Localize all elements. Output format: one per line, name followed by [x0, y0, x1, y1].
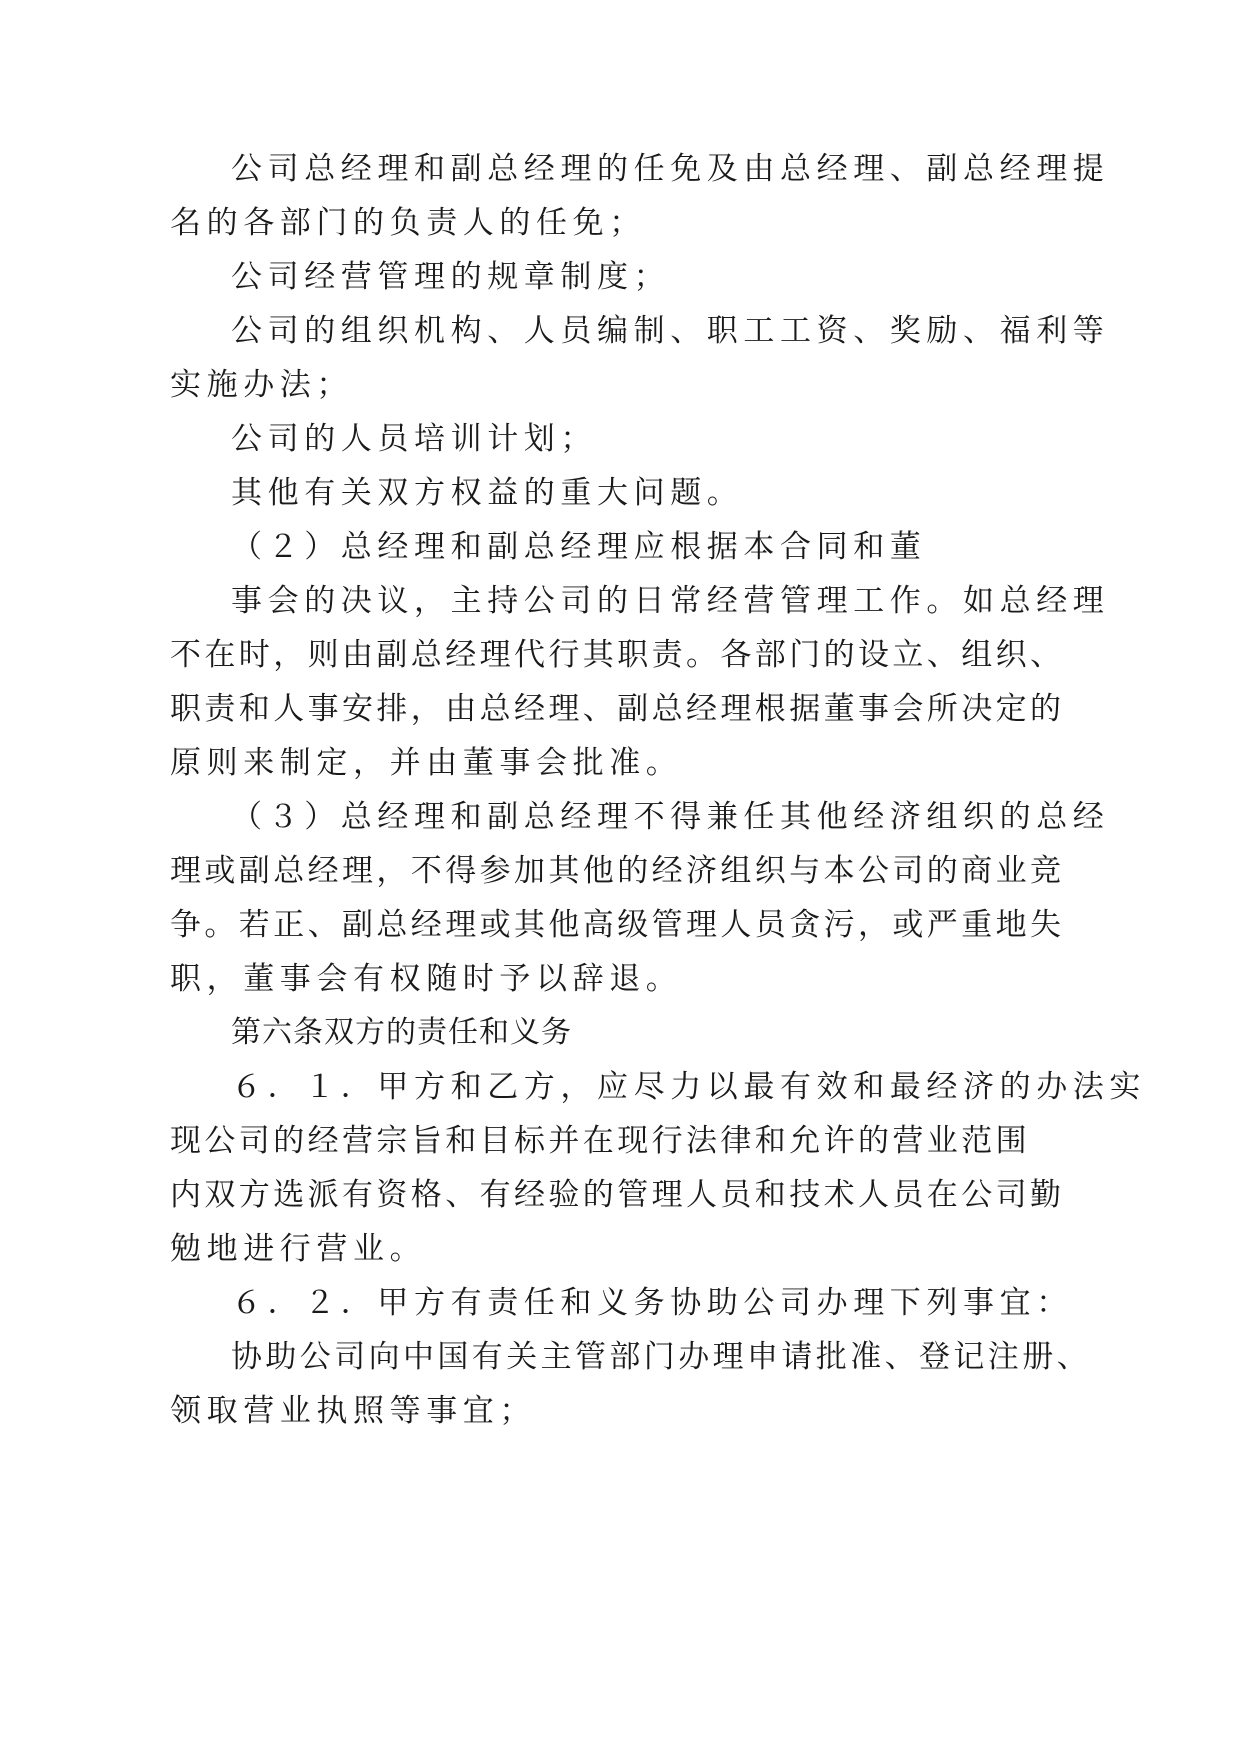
text-line-3: 公司经营管理的规章制度； — [231, 259, 671, 295]
section-heading: 第六条双方的责任和义务 — [231, 1015, 572, 1050]
text-line-24: 领取营业执照等事宜； — [170, 1393, 536, 1429]
text-line-12: 原则来制定，并由董事会批准。 — [170, 745, 683, 781]
text-line-1: 公司总经理和副总经理的任免及由总经理、副总经理提 — [231, 151, 1110, 187]
text-line-2: 名的各部门的负责人的任免； — [170, 205, 646, 241]
text-line-5: 实施办法； — [170, 367, 353, 403]
text-line-7: 其他有关双方权益的重大问题。 — [231, 475, 744, 511]
text-line-22: ６．２．甲方有责任和义务协助公司办理下列事宜： — [231, 1285, 1073, 1321]
text-line-21: 勉地进行营业。 — [170, 1231, 427, 1267]
text-line-10: 不在时，则由副总经理代行其职责。各部门的设立、组织、 — [170, 637, 1065, 673]
text-line-19: 现公司的经营宗旨和目标并在现行法律和允许的营业范围 — [170, 1123, 1030, 1159]
text-line-11: 职责和人事安排，由总经理、副总经理根据董事会所决定的 — [170, 691, 1065, 727]
text-line-23: 协助公司向中国有关主管部门办理申请批准、登记注册、 — [231, 1339, 1091, 1375]
text-line-9: 事会的决议，主持公司的日常经营管理工作。如总经理 — [231, 583, 1110, 619]
text-line-15: 争。若正、副总经理或其他高级管理人员贪污，或严重地失 — [170, 907, 1065, 943]
text-line-8: （２）总经理和副总经理应根据本合同和董 — [231, 529, 927, 565]
text-line-13: （３）总经理和副总经理不得兼任其他经济组织的总经 — [231, 799, 1110, 835]
text-line-6: 公司的人员培训计划； — [231, 421, 597, 457]
text-line-4: 公司的组织机构、人员编制、职工工资、奖励、福利等 — [231, 313, 1110, 349]
text-line-16: 职，董事会有权随时予以辞退。 — [170, 961, 683, 997]
text-line-14: 理或副总经理，不得参加其他的经济组织与本公司的商业竞 — [170, 853, 1065, 889]
text-line-18: ６．１．甲方和乙方，应尽力以最有效和最经济的办法实 — [231, 1069, 1146, 1105]
text-line-20: 内双方选派有资格、有经验的管理人员和技术人员在公司勤 — [170, 1177, 1065, 1213]
